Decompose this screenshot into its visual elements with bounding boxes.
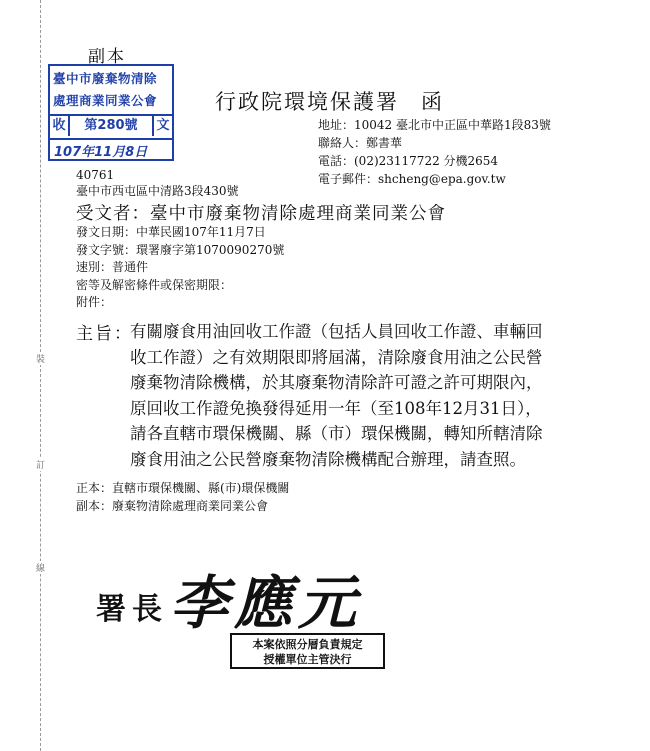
distribution-list (76, 479, 289, 515)
contact-phone: 電話：(02)23117722 分機2654 (318, 154, 499, 168)
agency-address: 地址：10042 臺北市中正區中華路1段83號 (318, 118, 551, 132)
stamp-org-line1: 臺中市廢棄物清除 (53, 71, 158, 86)
stamp-date: 107年11月8日 (54, 145, 148, 160)
attachments: 附件： (76, 295, 113, 309)
document-type: 函 (421, 90, 444, 114)
contact-block (318, 116, 551, 188)
subject-line: 有關廢食用油回收工作證（包括人員回收工作證、車輛回 (130, 322, 543, 341)
subject-label: 主旨： (76, 324, 133, 344)
copy-mark: 副本 (88, 47, 126, 67)
stamp-number-row (50, 116, 172, 136)
stamp-doc-label: 文 (156, 118, 170, 133)
classification: 密等及解密條件或保密期限： (76, 277, 233, 292)
recipient-zip: 40761 (76, 168, 115, 182)
contact-email: 電子郵件：shcheng@epa.gov.tw (318, 172, 506, 186)
subject-body (130, 319, 600, 472)
delivery-speed: 速別：普通件 (76, 260, 149, 274)
subject-line: 收工作證）之有效期限即將屆滿，清除廢食用油之公民營 (130, 347, 543, 367)
signature: 李應元 (170, 569, 363, 637)
subject-line: 原回收工作證免換發得延用一年（至108年12月31日）， (130, 398, 542, 418)
delegation-note (230, 633, 385, 669)
receipt-stamp (48, 64, 174, 161)
delegation-note-line1: 本案依照分層負責規定 (252, 638, 363, 651)
subject-line: 請各直轄市環保機關、縣（市）環保機關，轉知所轄清除 (130, 424, 543, 443)
document-number: 發文字號：環署廢字第1070090270號 (76, 242, 285, 257)
agency-name: 行政院環境保護署 (215, 90, 399, 114)
contact-person: 聯絡人：鄭書華 (318, 136, 403, 150)
binding-margin-line (40, 0, 41, 751)
margin-mark-bind: 裝 (36, 352, 45, 365)
issue-date: 發文日期：中華民國107年11月7日 (76, 225, 266, 239)
subject-line: 廢食用油之公民營廢棄物清除機構配合辦理，請查照。 (130, 449, 526, 469)
letterhead (215, 86, 444, 116)
stamp-org-line2: 處理商業同業公會 (53, 93, 158, 108)
document-meta (76, 224, 284, 312)
delegation-note-line2: 授權單位主管決行 (263, 653, 352, 666)
copy-recipients: 副本：廢棄物清除處理商業同業公會 (76, 499, 269, 513)
recipient-address: 臺中市西屯區中清路3段430號 (76, 184, 239, 198)
stamp-divider-2 (50, 138, 172, 140)
stamp-number: 第280號 (70, 116, 154, 136)
original-recipients: 正本：直轄市環保機關、縣(市)環保機關 (76, 481, 290, 495)
signatory-title: 署長 (96, 592, 168, 627)
stamp-receive-label: 收 (50, 116, 70, 136)
recipient: 受文者：臺中市廢棄物清除處理商業同業公會 (76, 204, 446, 224)
margin-mark-staple: 訂 (36, 458, 45, 471)
margin-mark-line: 線 (36, 561, 45, 574)
subject-line: 廢棄物清除機構，於其廢棄物清除許可證之許可期限內， (130, 373, 543, 392)
